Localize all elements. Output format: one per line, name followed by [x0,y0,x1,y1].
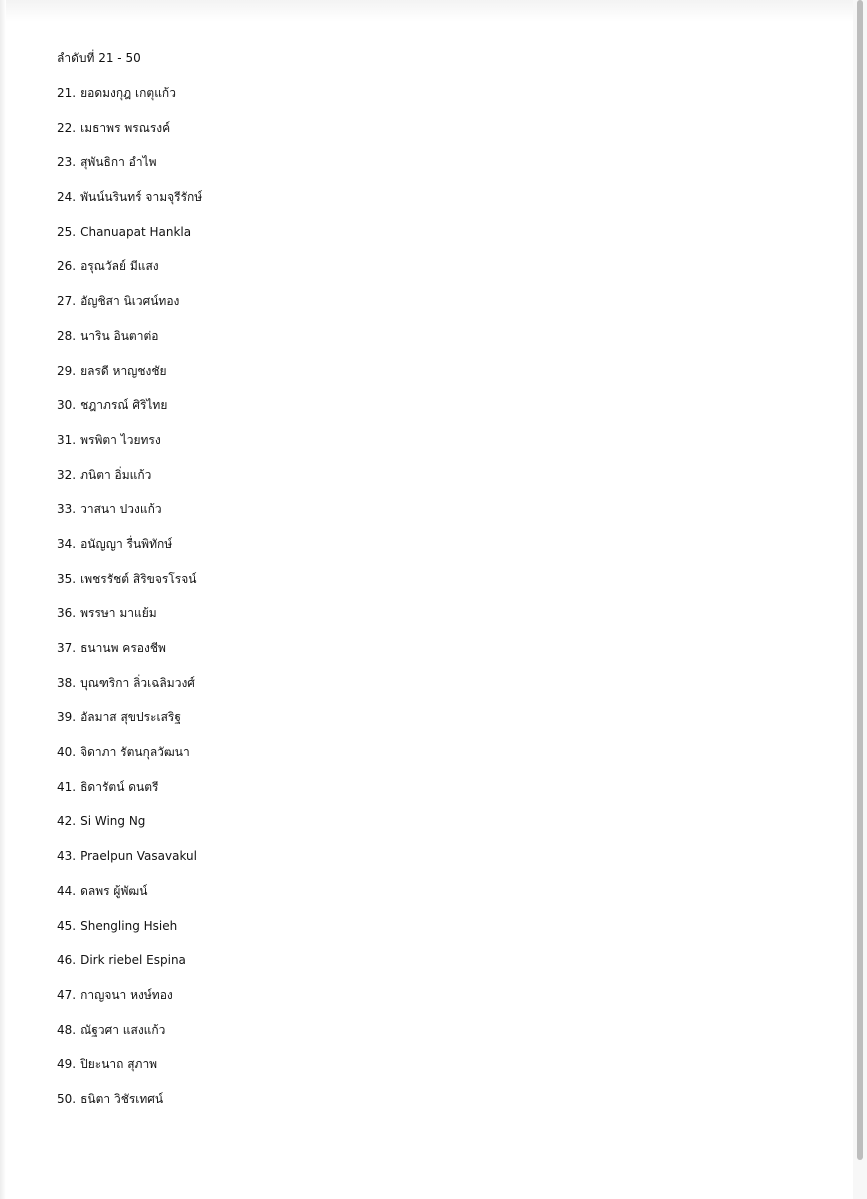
entry-name: บุณฑริกา ลิ่วเฉลิมวงศ์ [80,675,195,690]
entry-number: 43. [57,849,77,864]
list-heading: ลำดับที่ 21 - 50 [57,51,141,65]
entry-name: ธนานพ ครองชีพ [80,641,166,655]
entry-name: สุพันธิกา อำไพ [80,155,157,170]
list-item [57,571,202,606]
list-item [57,640,202,675]
list-item [57,848,202,883]
entry-number: 22. [57,120,77,135]
entry-name: เพชรรัชต์ สิริขจรโรจน์ [80,571,197,586]
entry-name: พรรษา มาแย้ม [80,606,157,621]
name-list [57,85,202,1126]
entry-number: 41. [57,779,77,794]
list-item [57,1022,202,1057]
entry-name: Praelpun Vasavakul [80,849,197,864]
entry-number: 32. [57,467,77,482]
entry-number: 40. [57,745,77,760]
entry-number: 34. [57,536,77,551]
list-item [57,328,202,363]
entry-name: ธิดารัตน์ ดนตรี [80,779,159,794]
entry-number: 46. [57,953,77,968]
entry-number: 23. [57,155,77,170]
entry-name: ปิยะนาถ สุภาพ [80,1057,158,1072]
list-item [57,363,202,398]
list-item [57,293,202,328]
entry-name: อรุณวัลย์ มีแสง [80,259,159,274]
entry-name: เมธาพร พรณรงค์ [80,120,171,135]
entry-number: 42. [57,814,77,829]
list-item [57,675,202,710]
entry-name: ดลพร ผู้พัฒน์ [80,883,148,898]
list-item [57,120,202,155]
entry-number: 28. [57,328,77,343]
entry-number: 30. [57,398,77,413]
list-item [57,987,202,1022]
list-item [57,744,202,779]
entry-name: กาญจนา หงษ์ทอง [80,987,173,1002]
entry-name: Shengling Hsieh [80,918,178,933]
entry-name: ยอดมงกุฎ เกตุแก้ว [80,86,176,100]
entry-name: พรพิตา ไวยทรง [80,432,161,447]
entry-name: ภนิตา อิ่มแก้ว [80,467,152,482]
entry-number: 35. [57,571,77,586]
list-item [57,467,202,502]
list-item [57,224,202,259]
entry-name: อัลมาส สุขประเสริฐ [80,710,181,725]
list-item [57,536,202,571]
entry-number: 45. [57,918,77,933]
entry-name: พันน์นรินทร์ จามจุรีรักษ์ [80,190,203,205]
entry-name: Chanuapat Hankla [80,224,192,239]
entry-name: อนัญญา รื่นพิทักษ์ [80,536,173,551]
list-item [57,709,202,744]
entry-number: 21. [57,86,77,100]
entry-number: 26. [57,259,77,274]
entry-name: ชฎาภรณ์ ศิริไทย [80,398,168,413]
scrollbar-thumb[interactable] [857,0,863,1160]
list-item [57,918,202,953]
top-shadow [0,0,867,22]
entry-number: 38. [57,675,77,690]
entry-number: 49. [57,1057,77,1072]
entry-name: ธนิตา วิชัรเทศน์ [80,1091,164,1106]
entry-name: อัญชิสา นิเวศน์ทอง [80,294,180,309]
entry-name: ณัฐวศา แสงแก้ว [80,1022,166,1037]
entry-number: 39. [57,710,77,725]
list-item [57,501,202,536]
entry-number: 29. [57,363,77,378]
list-item [57,397,202,432]
list-item [57,1091,202,1126]
list-item [57,258,202,293]
scrollbar-track[interactable] [853,0,867,1199]
list-item [57,883,202,918]
entry-name: จิดาภา รัตนกุลวัฒนา [80,745,190,760]
list-item [57,1056,202,1091]
list-item [57,952,202,987]
list-item [57,189,202,224]
entry-number: 37. [57,641,77,655]
entry-number: 25. [57,224,77,239]
entry-number: 31. [57,432,77,447]
entry-number: 44. [57,883,77,898]
entry-number: 36. [57,606,77,621]
list-item [57,813,202,848]
list-item [57,779,202,814]
entry-name: นาริน อินตาต่อ [80,328,159,343]
entry-number: 27. [57,294,77,309]
entry-name: Dirk riebel Espina [80,953,186,968]
list-item [57,432,202,467]
entry-name: Si Wing Ng [80,814,146,829]
entry-name: ยลรดี หาญชงชัย [80,363,167,378]
list-item [57,605,202,640]
entry-number: 33. [57,502,77,517]
entry-name: วาสนา ปวงแก้ว [80,502,162,517]
entry-number: 24. [57,190,77,205]
entry-number: 48. [57,1022,77,1037]
left-edge-shadow [0,0,6,1199]
list-item [57,85,202,120]
entry-number: 50. [57,1091,77,1106]
list-item [57,154,202,189]
entry-number: 47. [57,987,77,1002]
